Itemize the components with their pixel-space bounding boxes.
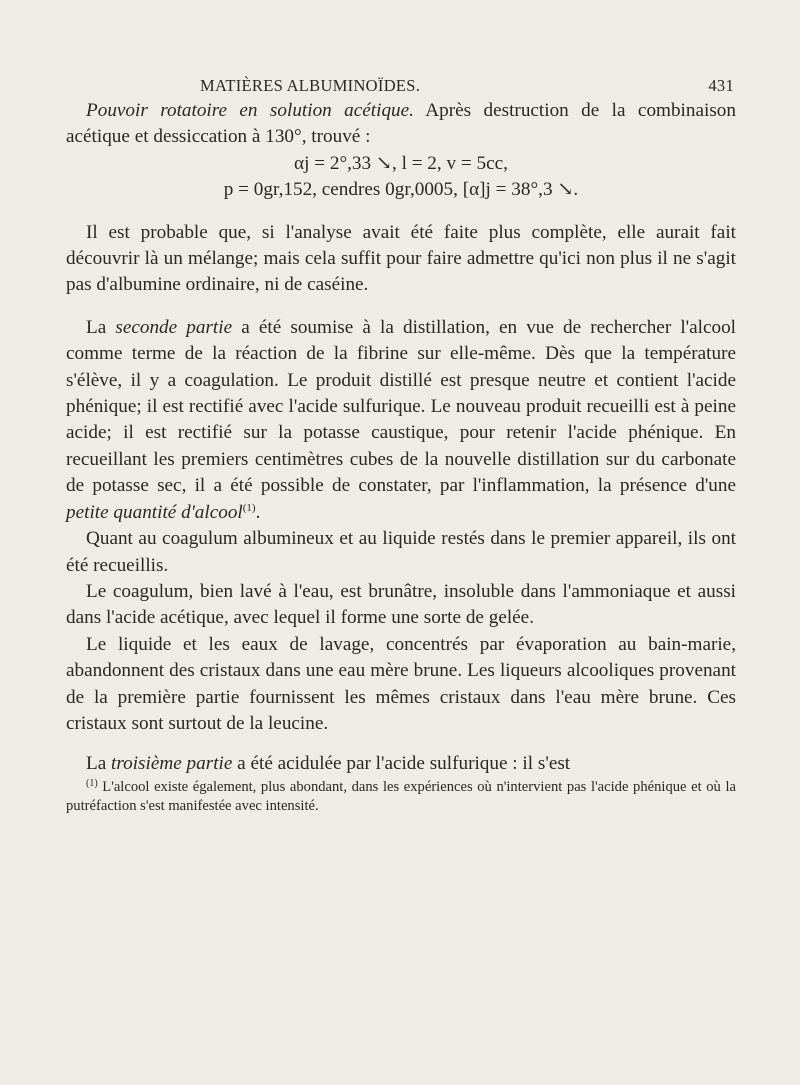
page-body xyxy=(66,98,736,816)
section-rotatory-power xyxy=(66,98,736,151)
paragraph: Le liquide et les eaux de lavage, concentrés par évaporation au bain-marie, abandonnent des cristaux dans une eau mère brune. Les liqueurs alcooliques provenant de la première partie fournissent les mêmes cristaux dans l'eau mère brune. Ces cristaux sont surtout de la leucine. xyxy=(66,633,736,734)
italic-term: seconde partie xyxy=(115,316,233,338)
footnote xyxy=(66,778,736,816)
paragraph: Quant au coagulum albumineux et au liquide restés dans le premier appareil, ils ont été recueillis. xyxy=(66,528,736,576)
paragraph-lead: La xyxy=(86,316,116,338)
page-number: 431 xyxy=(708,76,734,95)
paragraph: Il est probable que, si l'analyse avait été faite plus complète, elle aurait fait découvrir là un mélange; mais cela suffit pour faire admettre qu'ici non plus il ne s'agit pas d'albumine ordinaire, ni de caséine. xyxy=(66,221,736,296)
paragraph-text: a été acidulée par l'acide sulfurique : il s'est xyxy=(232,753,571,775)
section-heading: Pouvoir rotatoire en solution acétique. xyxy=(86,100,414,121)
paragraph xyxy=(66,315,736,526)
footnote-marker: (1) xyxy=(86,777,98,789)
running-header xyxy=(66,76,734,98)
paragraph-text: a été soumise à la distillation, en vue de rechercher l'alcool comme terme de la réaction de la fibrine sur elle-même. Dès que la température s'élève, il y a coagulation. Le produit distillé est presque neutre et contient l'acide phénique; il est rectifié avec l'acide sulfurique. Le nouveau produit recueilli est à peine acide; il est rectifié sur la potasse caustique, pour retenir l'acide phénique. En recueillant les premiers centimètres cubes de la nouvelle distillation sur du carbonate de potasse sec, il a été possible de constater, par l'inflammation, la présence d'une xyxy=(66,316,736,497)
italic-term: troisième partie xyxy=(111,753,233,775)
paragraph xyxy=(66,751,736,777)
paragraph-end: . xyxy=(255,501,261,523)
section-text: Après destruction de la combinaison acétique et dessiccation à 130°, trouvé : xyxy=(66,100,736,148)
formula-line-2: p = 0gr,152, cendres 0gr,0005, [α]j = 38°,3 ↘. xyxy=(223,179,579,201)
running-title: MATIÈRES ALBUMINOÏDES. xyxy=(200,76,421,95)
italic-term: petite quantité d'alcool xyxy=(66,501,243,523)
paragraph-lead: La xyxy=(86,753,112,775)
footnote-ref: (1) xyxy=(242,501,256,514)
footnote-text: L'alcool existe également, plus abondant, dans les expériences où n'intervient pas l'acide phénique et où la putréfaction s'est manifestée avec intensité. xyxy=(66,778,736,814)
formula-line-1: αj = 2°,33 ↘, l = 2, v = 5cc, xyxy=(294,152,508,174)
paragraph: Le coagulum, bien lavé à l'eau, est brunâtre, insoluble dans l'ammoniaque et aussi dans l'acide acétique, avec lequel il forme une sorte de gelée. xyxy=(66,580,736,629)
